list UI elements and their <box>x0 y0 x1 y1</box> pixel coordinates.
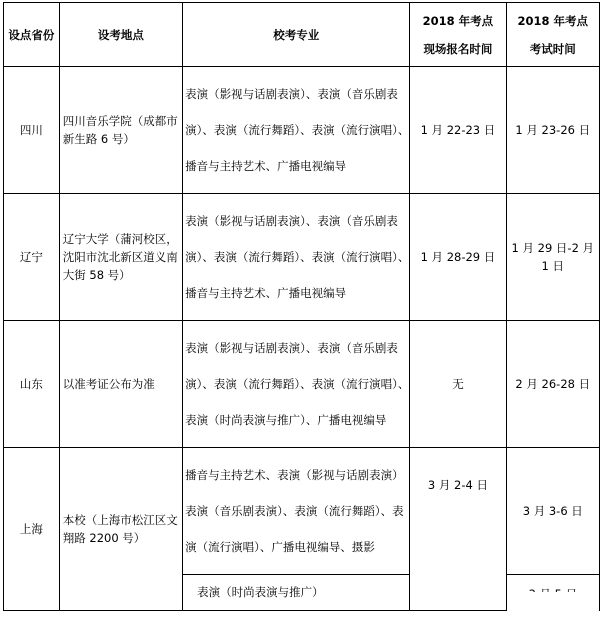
cell-registration-time: 3 月 2-4 日 <box>410 448 506 611</box>
table-row <box>4 321 600 448</box>
majors-line: 演）、表演（流行舞蹈）、表演（流行演唱）、 <box>185 250 410 264</box>
cell-exam-time: 1 月 29 日-2 月 1 日 <box>506 194 599 321</box>
majors-line: 表演（音乐剧表演）、表演（流行舞蹈）、表 <box>185 504 404 518</box>
header-exam-time-line1: 2018 年考点 <box>517 13 589 28</box>
exam-schedule-table <box>3 2 600 611</box>
cell-province: 四川 <box>4 67 60 194</box>
cell-exam-time: 3 月 3-6 日 <box>506 448 599 575</box>
cell-extra-major: 表演（时尚表演与推广） <box>183 575 410 611</box>
cell-location: 辽宁大学（蒲河校区，沈阳市沈北新区道义南大街 58 号） <box>59 194 182 321</box>
header-registration-time <box>410 3 506 67</box>
majors-line: 表演（影视与话剧表演）、表演（音乐剧表 <box>185 341 398 355</box>
cell-majors <box>183 321 410 448</box>
cell-registration-time: 1 月 28-29 日 <box>410 194 506 321</box>
header-province: 设点省份 <box>4 3 60 67</box>
table-row <box>4 67 600 194</box>
majors-line: 演（流行演唱）、广播电视编导、摄影 <box>185 540 375 554</box>
majors-line: 演）、表演（流行舞蹈）、表演（流行演唱）、 <box>185 377 410 391</box>
table-row <box>4 448 600 575</box>
cell-majors <box>183 67 410 194</box>
header-registration-time-line1: 2018 年考点 <box>422 13 494 28</box>
header-exam-time <box>506 3 599 67</box>
majors-line: 演）、表演（流行舞蹈）、表演（流行演唱）、 <box>185 123 410 137</box>
majors-line: 表演（影视与话剧表演）、表演（音乐剧表 <box>185 87 398 101</box>
cell-location: 四川音乐学院（成都市新生路 6 号） <box>59 67 182 194</box>
cropped-overlay <box>507 592 599 632</box>
cell-registration-time: 1 月 22-23 日 <box>410 67 506 194</box>
cell-province: 辽宁 <box>4 194 60 321</box>
cell-registration-time: 无 <box>410 321 506 448</box>
cell-province: 上海 <box>4 448 60 611</box>
majors-line: 播音与主持艺术、表演（影视与话剧表演） <box>185 468 404 482</box>
header-majors: 校考专业 <box>183 3 410 67</box>
majors-line: 播音与主持艺术、广播电视编导 <box>185 159 347 173</box>
cell-province: 山东 <box>4 321 60 448</box>
majors-line: 表演（影视与话剧表演）、表演（音乐剧表 <box>185 214 398 228</box>
header-location: 设考地点 <box>59 3 182 67</box>
majors-line: 表演（时尚表演与推广）、广播电视编导 <box>185 413 387 427</box>
majors-line: 播音与主持艺术、广播电视编导 <box>185 286 347 300</box>
table-header-row <box>4 3 600 67</box>
header-exam-time-line2: 考试时间 <box>529 41 576 56</box>
cell-extra-exam-time <box>506 575 599 611</box>
cell-majors <box>183 194 410 321</box>
cell-exam-time: 1 月 23-26 日 <box>506 67 599 194</box>
cell-location: 以准考证公布为准 <box>59 321 182 448</box>
cell-location: 本校（上海市松江区文翔路 2200 号） <box>59 448 182 611</box>
cell-majors <box>183 448 410 575</box>
table-row <box>4 194 600 321</box>
cell-exam-time: 2 月 26-28 日 <box>506 321 599 448</box>
header-registration-time-line2: 现场报名时间 <box>423 41 493 56</box>
